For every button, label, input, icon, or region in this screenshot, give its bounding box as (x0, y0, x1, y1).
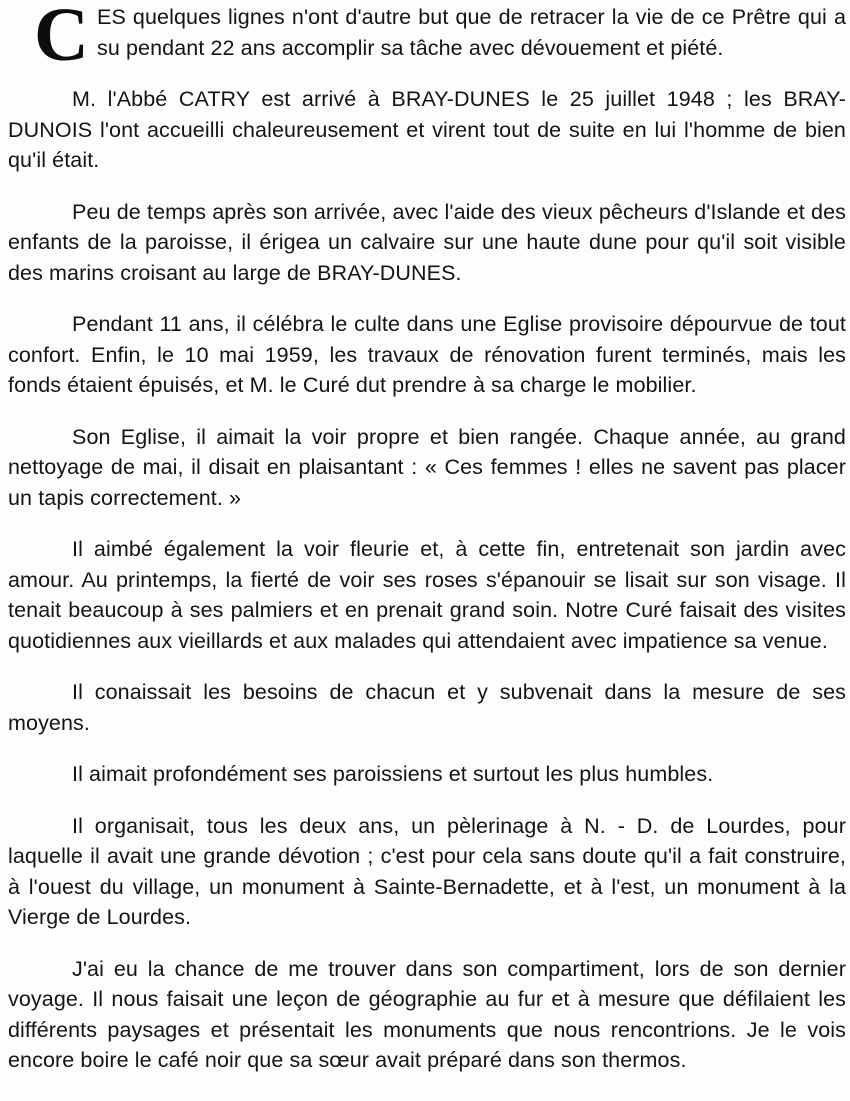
drop-cap: C (34, 0, 89, 77)
paragraph-8: Il aimait profondément ses paroissiens et surtout les plus humbles. (72, 762, 714, 786)
paragraph-1 (8, 0, 846, 77)
paragraph-6: Il aimbé également la voir fleurie et, à cette fin, entretenait son jardin avec amour. Au printemps, la fierté de voir ses roses s'épanouir se lisait sur son visage. Il tenait beaucoup à ses palmiers et en prenait grand soin. Notre Curé faisait des visites quotidiennes aux vieillards et aux malades qui attendaient avec impatience sa venue. (8, 537, 846, 653)
paragraph-2: M. l'Abbé CATRY est arrivé à BRAY-DUNES le 25 juillet 1948 ; les BRAY-DUNOIS l'ont accueilli chaleureusement et virent tout de suite en lui l'homme de bien qu'il était. (8, 87, 846, 172)
paragraph-5: Son Eglise, il aimait la voir propre et bien rangée. Chaque année, au grand nettoyage de mai, il disait en plaisantant : « Ces femmes ! elles ne savent pas placer un tapis correctement. » (8, 424, 846, 510)
paragraph-9: Il organisait, tous les deux ans, un pèlerinage à N. - D. de Lourdes, pour laquelle il avait une grande dévotion ; c'est pour cela sans doute qu'il a fait construire, à l'ouest du village, un monument à Sainte-Bernadette, et à l'est, un monument à la Vierge de Lourdes. (8, 813, 846, 929)
paragraph-4: Pendant 11 ans, il célébra le culte dans une Eglise provisoire dépourvue de tout confort. Enfin, le 10 mai 1959, les travaux de rénovation furent terminés, mais les fonds étaient épuisés, et M. le Curé dut prendre à sa charge le mobilier. (8, 312, 846, 397)
paragraph-7: Il conaissait les besoins de chacun et y subvenait dans la mesure de ses moyens. (8, 680, 846, 735)
paragraph-3: Peu de temps après son arrivée, avec l'aide des vieux pêcheurs d'Islande et des enfants de la paroisse, il érigea un calvaire sur une haute dune pour qu'il soit visible des marins croisant au large de BRAY-DUNES. (8, 199, 846, 285)
paragraph-10: J'ai eu la chance de me trouver dans son compartiment, lors de son dernier voyage. Il nous faisait une leçon de géographie au fur et à mesure que défilaient les différents paysages et présentait les monuments que nous rencontrions. Je le vois encore boire le café noir que sa sœur avait préparé dans son thermos. (8, 956, 846, 1072)
paragraph-1-text: ES quelques lignes n'ont d'autre but que de retracer la vie de ce Prêtre qui a su pendant 22 ans accomplir sa tâche avec dévouement et piété. (97, 5, 846, 60)
